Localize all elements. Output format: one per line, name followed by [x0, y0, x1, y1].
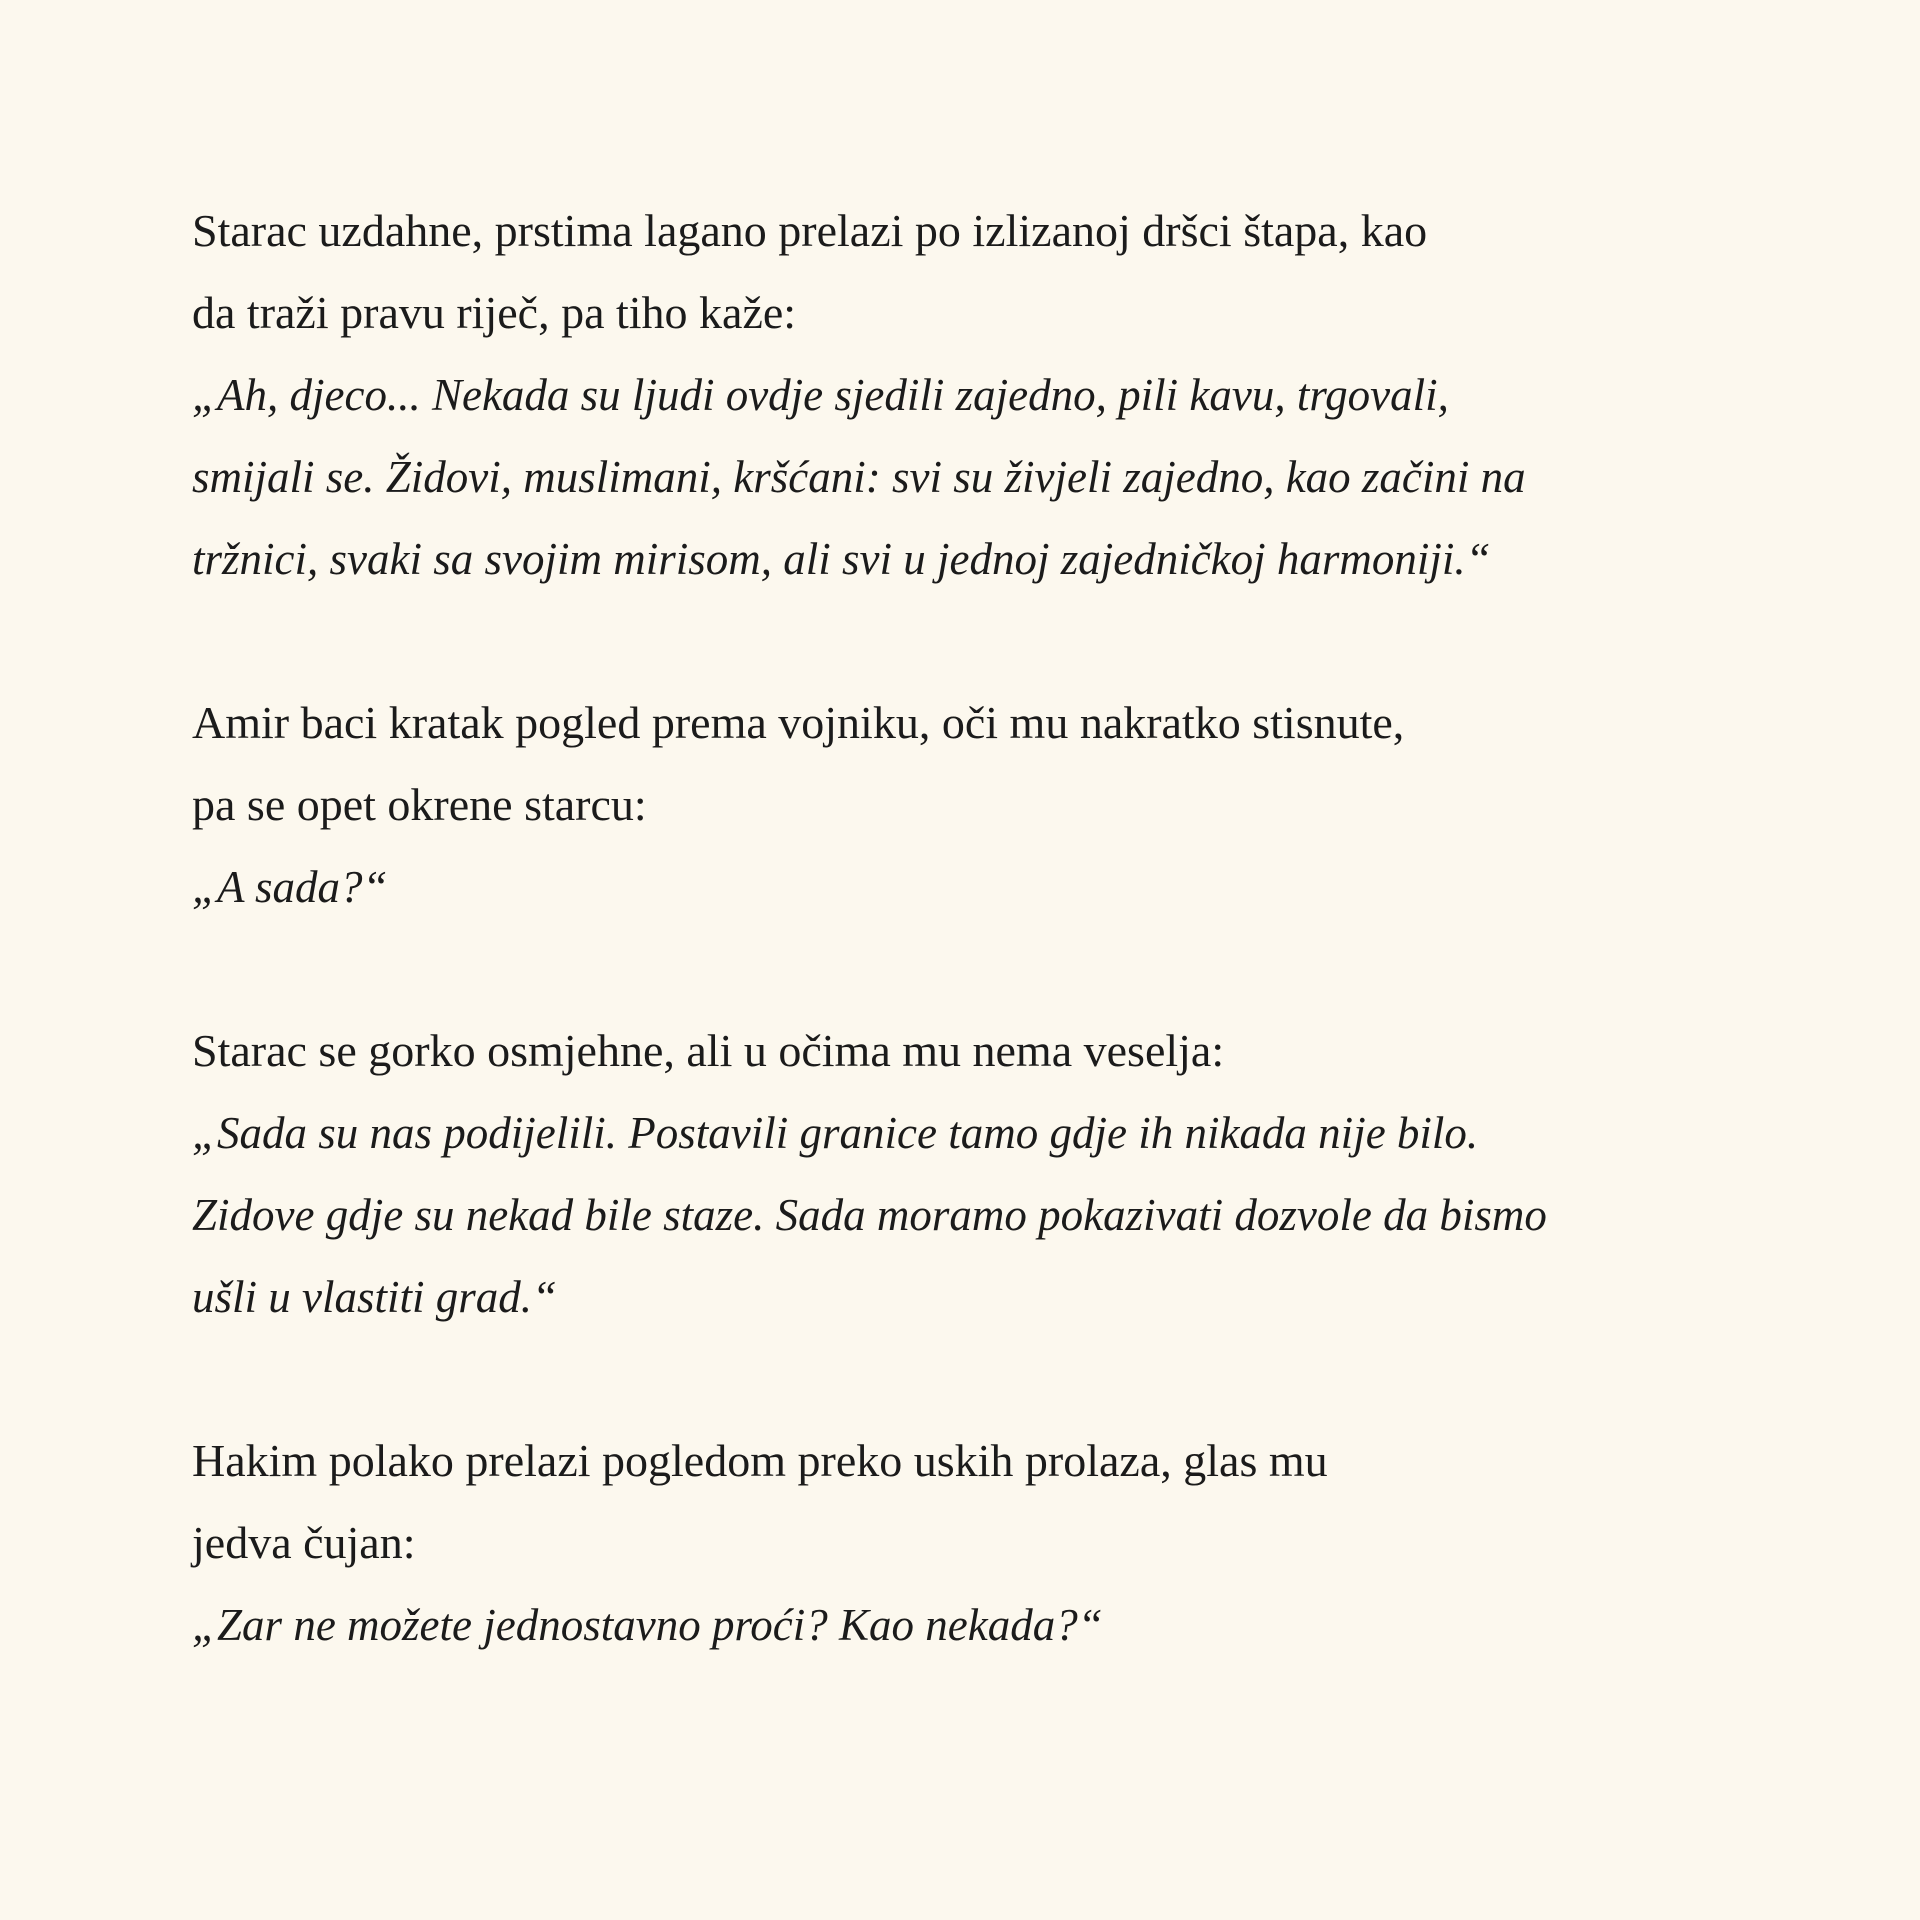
- dialogue-line: Zidove gdje su nekad bile staze. Sada moramo pokazivati dozvole da bismo: [192, 1190, 1547, 1240]
- narration-line: pa se opet okrene starcu:: [192, 779, 647, 830]
- narration-line: Hakim polako prelazi pogledom preko uskih prolaza, glas mu: [192, 1435, 1328, 1486]
- dialogue-line: „Ah, djeco... Nekada su ljudi ovdje sjedili zajedno, pili kavu, trgovali,: [192, 370, 1449, 420]
- paragraph-1: [192, 190, 1752, 600]
- narration-line: da traži pravu riječ, pa tiho kaže:: [192, 287, 797, 338]
- paragraph-spacer: [192, 1338, 1752, 1420]
- paragraph-spacer: [192, 928, 1752, 1010]
- paragraph-3: [192, 1010, 1752, 1338]
- narration-line: jedva čujan:: [192, 1517, 416, 1568]
- dialogue-line: „A sada?“: [192, 862, 388, 912]
- dialogue-line: „Zar ne možete jednostavno proći? Kao nekada?“: [192, 1600, 1103, 1650]
- dialogue-line: smijali se. Židovi, muslimani, kršćani: svi su živjeli zajedno, kao začini na: [192, 452, 1526, 502]
- dialogue-line: „Sada su nas podijelili. Postavili granice tamo gdje ih nikada nije bilo.: [192, 1108, 1479, 1158]
- narration-line: Starac uzdahne, prstima lagano prelazi po izlizanoj dršci štapa, kao: [192, 205, 1428, 256]
- paragraph-spacer: [192, 600, 1752, 682]
- dialogue-line: tržnici, svaki sa svojim mirisom, ali svi u jednoj zajedničkoj harmoniji.“: [192, 534, 1491, 584]
- story-page: [192, 190, 1752, 1666]
- paragraph-2: [192, 682, 1752, 928]
- narration-line: Starac se gorko osmjehne, ali u očima mu nema veselja:: [192, 1025, 1225, 1076]
- narration-line: Amir baci kratak pogled prema vojniku, oči mu nakratko stisnute,: [192, 697, 1405, 748]
- paragraph-4: [192, 1420, 1752, 1666]
- dialogue-line: ušli u vlastiti grad.“: [192, 1272, 558, 1322]
